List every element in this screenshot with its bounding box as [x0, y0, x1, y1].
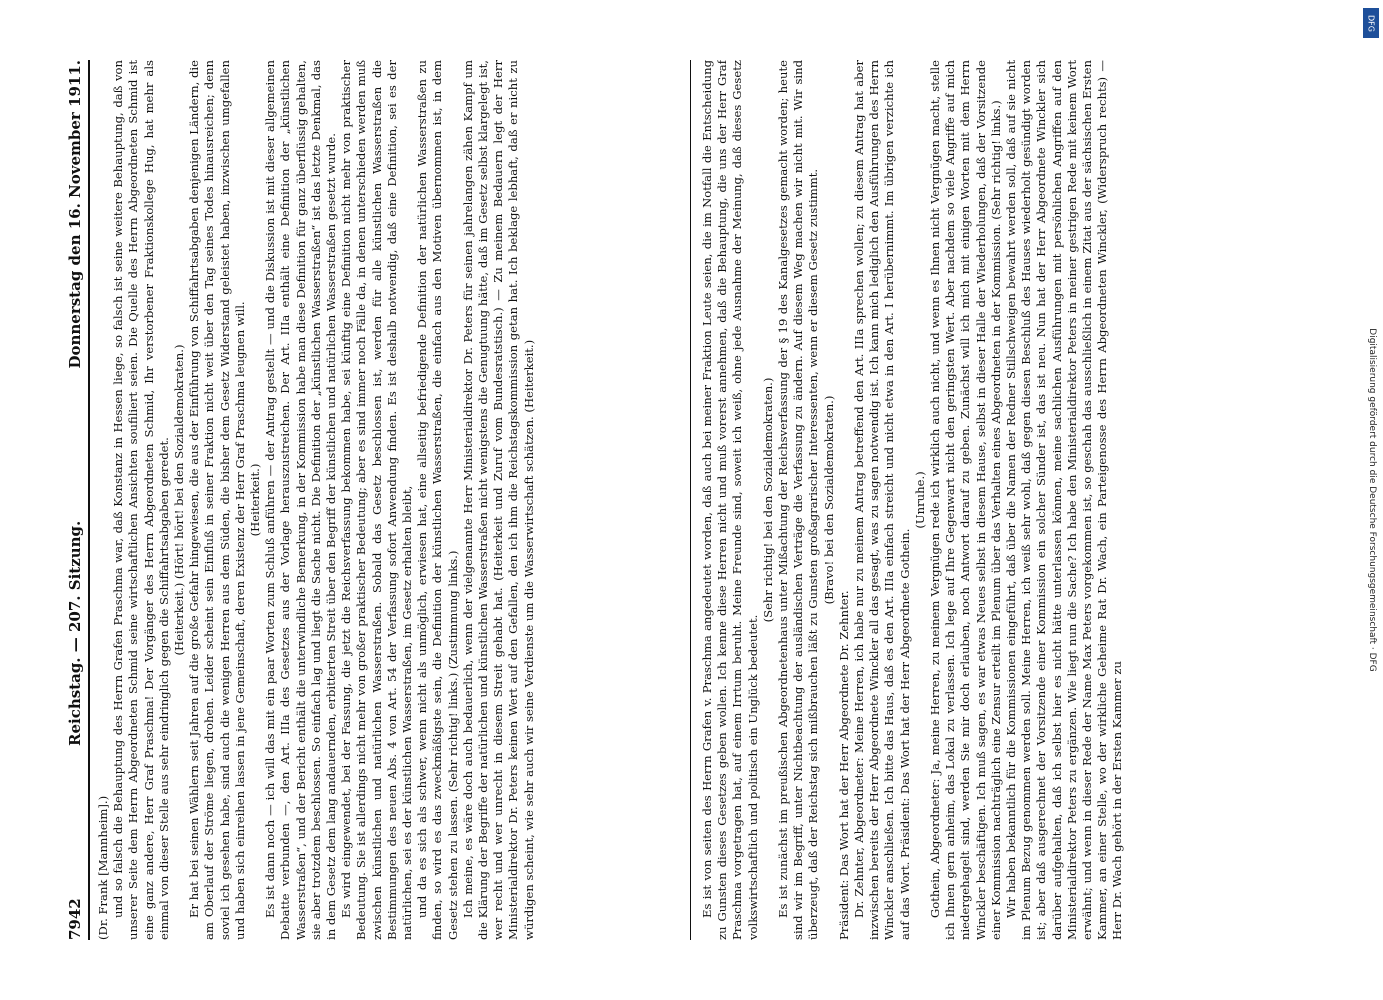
header-left: Reichstag. — 207. Sitzung.	[66, 520, 84, 747]
page-number: 7942	[66, 898, 84, 940]
paragraph: und da es sich als schwer, wenn nicht als unmöglich, erwiesen hat, eine allseitig befriedigende Definition der natürlichen Wasserstraßen zu finden, so wird es das zweckmäßigste sein, die Definition der künstlichen Wasserstraßen, die einfach aus den Motiven übernommen ist, in dem Gesetz stehen zu lassen. (Sehr richtig! links.) (Zustimmung links.)	[415, 60, 460, 940]
paragraph: Ich meine, es wäre doch auch bedauerlich, wenn der vielgenannte Herr Ministerialdirektor Dr. Peters für seinen jahrelangen zähen Kampf um die Klärung der Begriffe der natürlichen und künstlichen Wasserstraßen nicht wenigstens die Genugtuung hätte, daß im Gesetz selbst klargelegt ist, wer recht und wer unrecht in diesem Streit gehabt hat. (Heiterkeit und Zuruf vom Bundesratstisch.) — Zu meinem Bedauern legt der Herr Ministerialdirektor Dr. Peters keinen Wert auf den Gefallen, den ich ihm die Reichstagskommission getan hat. Ich beklage lebhaft, daß er nicht zu würdigen scheint, wie sehr auch wir seine Verdienste um die Wasserwirtschaft schätzen. (Heiterkeit.)	[460, 60, 536, 940]
page-header	[60, 60, 84, 940]
paragraph: Es ist dann noch — ich will das mit ein paar Worten zum Schluß anführen — der Antrag gestellt — und die Diskussion ist mit dieser allgemeinen Debatte verbunden —, den Art. IIIa des Gesetzes aus der Vorlage herauszustreichen. Der Art. IIIa enthält eine Definition der „künstlichen Wasserstraßen“, und der Bericht enthält die unterwindliche Bemerkung, in der Kommission habe man diese Definition für ganz überflüssig gehalten, sie aber trotzdem beschlossen. So einfach lag und liegt die Sache nicht. Die Definition der „künstlichen Wasserstraßen“ ist das letzte Denkmal, das in dem Gesetz dem lang andauernden, erbitterten Streit über den Begriff der künstlichen und natürlichen Wasserstraßen gesetzt wurde.	[263, 60, 339, 940]
paragraph: Wir haben bekanntlich für die Kommissionen eingeführt, daß über die Namen der Redner Stillschweigen bewahrt werden soll, daß auf sie nicht im Plenum Bezug genommen werden soll. Meine Herren, ich weiß sehr wohl, daß gegen diesen Beschluß des Hauses wiederholt gesündigt worden ist; aber daß ausgerechnet der Vorsitzende einer Kommission ein solcher Sünder ist, das ist neu. Nun hat der Herr Abgeordnete Winckler sich darüber aufgehalten, daß ich selbst hier es nicht hätte unterlassen können, meine sachlichen Ausführungen mit persönlichen Angriffen auf den Ministerialdirektor Peters zu ergänzen. Wie liegt nun die Sache? Ich habe den Ministerialdirektor Peters in meiner gestrigen Rede mit keinem Wort erwähnt; und wenn in dieser Rede der Name Max Peters vorgekommen ist, so geschah das ausschließlich in einem Zitat aus der sächsischen Ersten Kammer, an einer Stelle, wo der wirkliche Geheime Rat Dr. Wach, ein Parteigenosse des Herrn Abgeordneten Winckler, (Widerspruch rechts) — Herr Dr. Wach gehört in der Ersten Kammer zu	[1004, 60, 1125, 940]
interjection: (Heiterkeit.)	[248, 463, 263, 537]
paragraph: Es ist von seiten des Herrn Grafen v. Praschma angedeutet worden, daß auch bei meiner Fraktion Leute seien, die im Notfall die Entscheidung zu Gunsten dieses Gesetzes geben wollen. Ich kenne diese Herren nicht und muß vorerst annehmen, daß die Behauptung, die uns der Herr Graf Praschma vorgetragen hat, auf einem Irrtum beruht. Meine Freunde sind, soweit ich weiß, ohne jede Ausnahme der Meinung, daß dieses Gesetz volkswirtschaftlich und politisch ein Unglück bedeutet.	[700, 60, 760, 940]
paragraph: Er hat bei seinen Wählern seit Jahren auf die große Gefahr hingewiesen, die aus der Einführung von Schiffahrtsabgaben denjenigen Ländern, die am Oberlauf der Ströme liegen, drohen. Leider scheint sein Einfluß in seiner Fraktion nicht weit über den Tag seines Todes hinausreichen; denn soviel ich gesehen habe, sind auch die wenigen Herren aus dem Süden, die bisher dem Gesetz Widerstand geleistet haben, inzwischen umgefallen und haben sich einreihen lassen in jene Gemeinschaft, deren Existenz der Herr Graf Praschma leugnen will.	[187, 60, 247, 940]
interjection: (Sehr richtig! bei den Sozialdemokraten.)	[760, 377, 775, 623]
paragraph: Gothein, Abgeordneter: Ja, meine Herren, zu meinem Vergnügen rede ich wirklich auch nicht, und wenn es Ihnen nicht Vergnügen macht, stelle ich Ihnen gern anheim, das Lokal zu verlassen. Ich lege auf Ihre Gegenwart nicht den geringsten Wert. Aber nachdem so viele Angriffe auf mich niedergehagelt sind, werden Sie mir doch erlauben, noch Antwort darauf zu geben. Zunächst will ich mich mit einigen Worten mit dem Herrn Winckler beschäftigen. Ich muß sagen, es war etwas Neues selbst in diesem Hause, selbst in dieser Halle der Wiederholungen, daß der Vorsitzende einer Kommission nachträglich eine Zensur erteilt im Plenum über das Verhalten eines Abgeordneten in der Kommission. (Sehr richtig! links.)	[928, 60, 1003, 940]
paragraph: und so falsch die Behauptung des Herrn Grafen Praschma war, daß Konstanz in Hessen liege, so falsch ist seine weitere Behauptung, daß von unserer Seite dem Herrn Abgeordneten Schmid seine wirtschaftlichen Ansichten soufiliert seien. Die Quelle des Herrn Abgeordneten Schmid ist eine ganz andere, Herr Graf Praschma! Der Vorgänger des Herrn Abgeordneten Schmid, Ihr verstorbener Fraktionskollege Hug, hat mehr als einmal von dieser Stelle aus sehr eindringlich gegen die Schiffahrtsabgaben geredet.	[111, 60, 171, 940]
header-rule	[88, 60, 90, 940]
interjection: (Heiterkeit.) (Hört! hört! bei den Sozialdemokraten.)	[172, 344, 187, 656]
paragraph: Es wird eingewendet, bei der Fassung, die jetzt die Reichsverfassung bekommen habe, sei künftig eine Definition nicht mehr von praktischer Bedeutung. Sie ist allerdings nicht mehr von großer praktischer Bedeutung; aber es sind immer noch Fälle da, in denen unterschieden werden muß zwischen künstlichen und natürlichen Wasserstraßen. Sobald das Gesetz beschlossen ist, werden für alle künstlichen Wasserstraßen die Bestimmungen des neuen Abs. 4 von Art. 54 der Verfassung sofort Anwendung finden. Es ist deshalb notwendig, daß eine Definition, sei es der natürlichen, sei es der künstlichen Wasserstraßen, im Gesetz erhalten bleibt,	[339, 60, 415, 940]
interjection: (Bravo! bei den Sozialdemokraten.)	[821, 395, 836, 605]
paragraph: Präsident: Das Wort hat der Herr Abgeordnete Dr. Zehnter.	[836, 590, 851, 940]
digitization-note: Digitalisierung gefördert durch die Deutsche Forschungsgemeinschaft · DFG	[1367, 328, 1377, 672]
header-right: Donnerstag den 16. November 1911.	[66, 60, 84, 369]
column-2	[700, 60, 1290, 940]
paragraph: Dr. Zehnter, Abgeordneter: Meine Herren, ich habe nur zu meinem Antrag betreffend den Art. IIIa sprechen wollen; zu diesem Antrag hat aber inzwischen bereits der Herr Abgeordnete Winckler all das gesagt, was zu sagen notwendig ist. Ich kann mich lediglich den Ausführungen des Herrn Winckler anschließen. Ich bitte das Haus, daß es den Art. IIIa einfach streicht und nicht etwa in den Art. I herübernimmt. Im übrigen verzichte ich auf das Wort. Präsident: Das Wort hat der Herr Abgeordnete Gothein.	[852, 60, 912, 940]
paragraph: Es ist zunächst im preußischen Abgeordnetenhaus unter Mißachtung der Reichsverfassung der § 19 des Kanalgesetzes gemacht worden; heute sind wir im Begriff, unter Nichtbeachtung der ausländischen Verträge die Verfassung zu ändern. Auf diesem Weg machen wir nicht mit. Wir sind überzeugt, daß der Reichstag sich mißbrauchen läßt zu Gunsten großagrarischer Interessenten, wenn er diesem Gesetz zustimmt.	[776, 60, 821, 940]
dfg-logo-icon: DFG	[1363, 8, 1379, 38]
column-1	[96, 60, 696, 940]
speaker-note: (Dr. Frank [Mannheim].)	[96, 795, 110, 940]
interjection: (Unruhe.)	[912, 471, 927, 529]
column-separator	[690, 60, 691, 940]
